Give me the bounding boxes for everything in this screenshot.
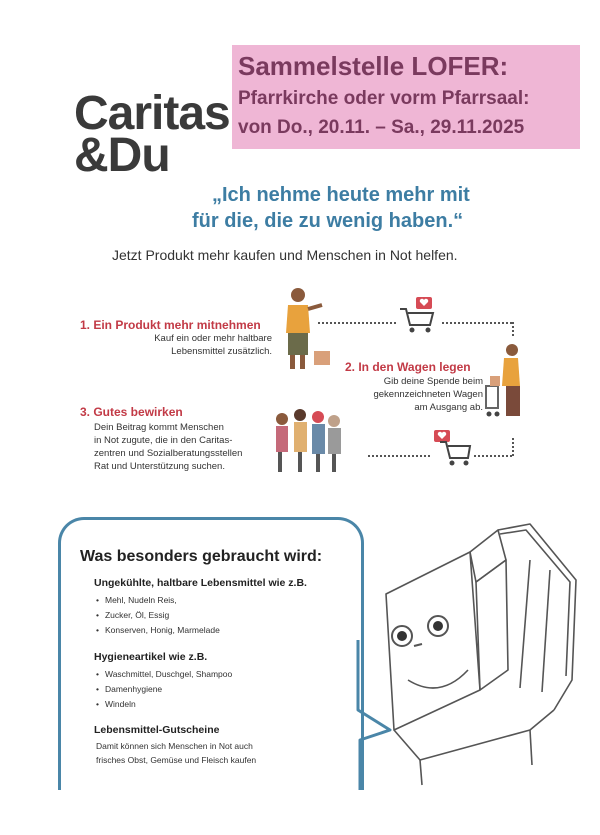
hygiene-item: • Windeln [96, 699, 136, 709]
notice-location: Pfarrkirche oder vorm Pfarrsaal: [238, 88, 530, 109]
voucher-note-line: Damit können sich Menschen in Not auch [96, 741, 253, 751]
connector-2 [442, 322, 512, 324]
donor-with-cart-illustration [484, 342, 534, 427]
cart-heart-icon [398, 295, 438, 335]
step-3-text [94, 421, 242, 473]
step-1-text [140, 332, 272, 358]
logo-du: &Du [74, 129, 170, 182]
voucher-note-line: frisches Obst, Gemüse und Fleisch kaufen [96, 755, 257, 765]
shopper-illustration [270, 285, 340, 375]
mascot-eyes [392, 616, 448, 646]
step-3-text-line: in Not zugute, die in den Caritas- [94, 435, 233, 446]
connector-3 [512, 322, 514, 336]
voucher-category-title: Lebensmittel-Gutscheine [94, 724, 220, 736]
step-3-text-line: Dein Beitrag kommt Menschen [94, 422, 224, 433]
step-2-text-line: am Ausgang ab. [414, 402, 483, 413]
step-1-text-line: Lebensmittel zusätzlich. [171, 346, 272, 357]
step-3-text-line: zentren und Sozialberatungsstellen [94, 448, 243, 459]
step-1-title: 1. Ein Produkt mehr mitnehmen [80, 318, 261, 332]
notice-title: Sammelstelle LOFER: [238, 51, 509, 81]
logo-caritas: Caritas [74, 87, 230, 140]
step-2-title: 2. In den Wagen legen [345, 360, 471, 374]
needs-heading: Was besonders gebraucht wird: [80, 548, 323, 565]
food-category-title: Ungekühlte, haltbare Lebensmittel wie z.B. [94, 577, 307, 589]
food-item: • Konserven, Honig, Marmelade [96, 625, 220, 635]
hygiene-category-title: Hygieneartikel wie z.B. [94, 651, 208, 663]
shopping-cart-mascot [380, 520, 580, 790]
food-item: • Mehl, Nudeln Reis, [96, 595, 177, 605]
hygiene-item: • Waschmittel, Duschgel, Shampoo [96, 669, 232, 679]
step-2-text-line: gekennzeichneten Wagen [373, 389, 483, 400]
connector-5 [474, 455, 512, 457]
people-group-illustration [270, 405, 350, 477]
notice-dates: von Do., 20.11. – Sa., 29.11.2025 [238, 117, 525, 138]
connector-1 [318, 322, 396, 324]
hygiene-item: • Damenhygiene [96, 684, 162, 694]
food-item: • Zucker, Öl, Essig [96, 610, 169, 620]
step-3-text-line: Rat und Unterstützung suchen. [94, 461, 225, 472]
subtitle: Jetzt Produkt mehr kaufen und Menschen in Not helfen. [112, 247, 458, 263]
quote-line-1: „Ich nehme heute mehr mit [212, 184, 470, 206]
voucher-note [96, 739, 256, 767]
step-1-text-line: Kauf ein oder mehr haltbare [154, 333, 272, 344]
cart-heart-icon-2 [432, 428, 472, 468]
step-3-title: 3. Gutes bewirken [80, 405, 183, 419]
connector-6 [512, 438, 514, 456]
step-2-text [355, 375, 483, 414]
connector-4 [368, 455, 430, 457]
quote-line-2: für die, die zu wenig haben.“ [192, 210, 464, 232]
step-2-text-line: Gib deine Spende beim [383, 376, 483, 387]
